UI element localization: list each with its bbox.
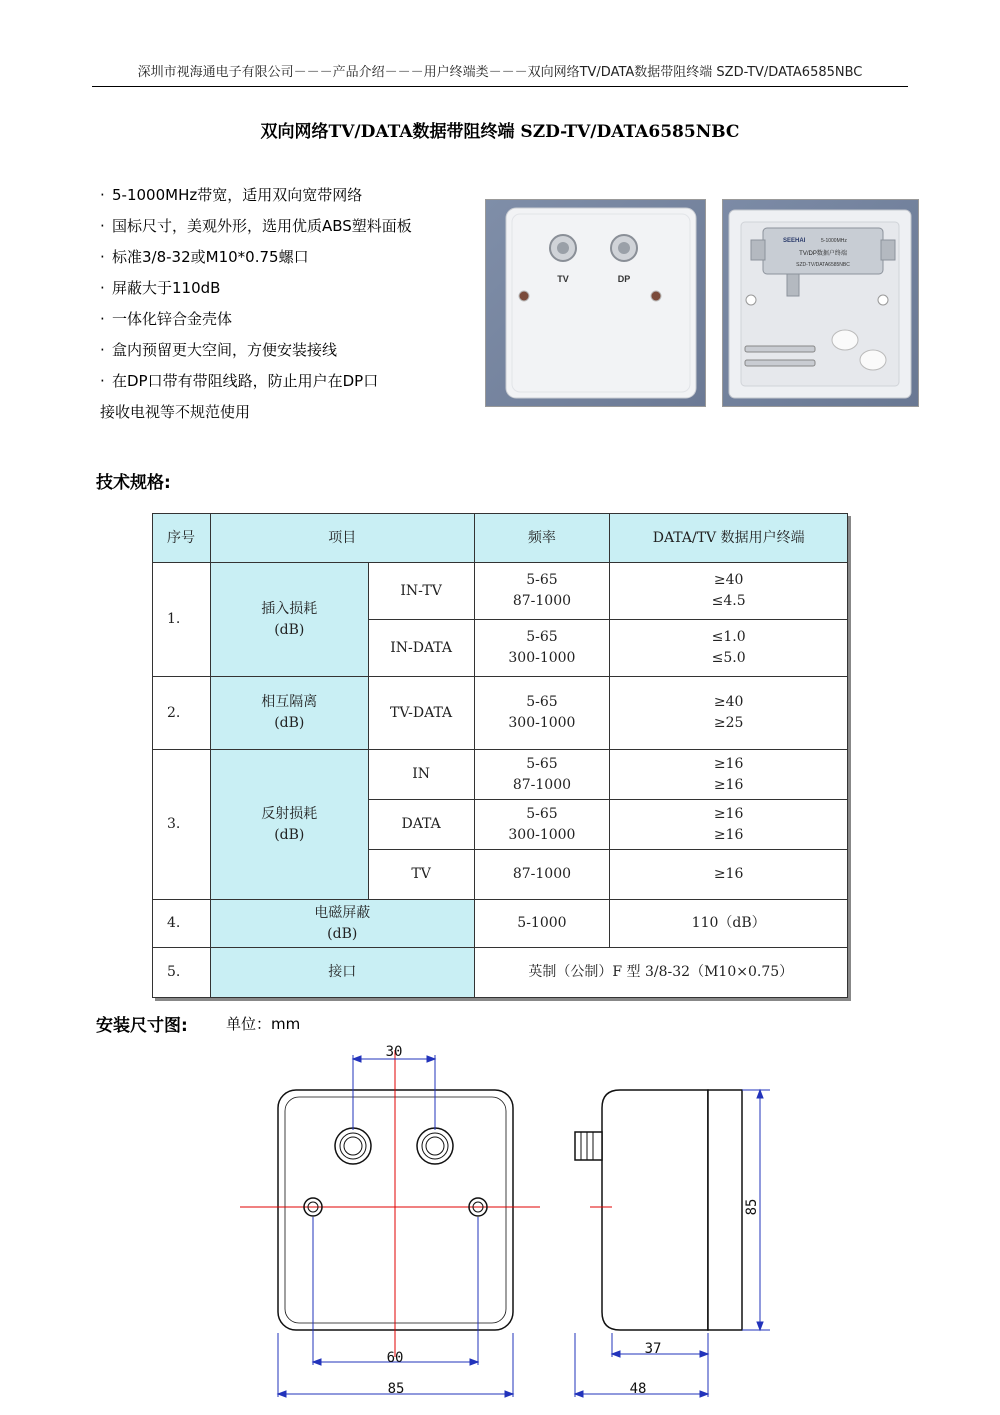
header-serial: 序号 [153, 514, 211, 563]
row-port: DATA [368, 800, 474, 850]
freq-line: 300-1000 [508, 650, 576, 666]
row-serial: 4. [153, 900, 211, 948]
bottom-connector-icon [787, 274, 799, 296]
device-type-label: TV/DP数据户终端 [799, 251, 847, 257]
item-unit: (dB) [274, 826, 305, 843]
feature-text: 在DP口带有带阻线路，防止用户在DP口 [112, 372, 379, 390]
table-row [153, 900, 848, 948]
screw-hole-icon [651, 291, 661, 301]
document-title: 双向网络TV/DATA数据带阻终端 SZD-TV/DATA6585NBC [260, 122, 740, 142]
freq-line: 87-1000 [512, 593, 572, 609]
feature-text: 国标尺寸，美观外形，选用优质ABS塑料面板 [112, 217, 412, 235]
item-name: 插入损耗 [261, 600, 318, 617]
freq-line: 5-65 [526, 805, 558, 822]
dim-body-depth-label: 37 [644, 1341, 662, 1357]
row-port: TV [368, 850, 474, 900]
header-divider [92, 86, 908, 87]
freq-line: 5-65 [526, 629, 558, 645]
table-row [153, 948, 848, 998]
faceplate [506, 208, 696, 398]
side-view-body [708, 1090, 742, 1330]
item-unit: (dB) [274, 621, 305, 638]
dp-connector-core [618, 242, 630, 254]
page-header: 深圳市视海通电子有限公司－－－产品介绍－－－用户终端类－－－双向网络TV/DATA数据带阻终端 SZD-TV/DATA6585NBC [137, 65, 863, 80]
dimension-section-title: 安装尺寸图: [96, 1016, 188, 1036]
row-frequency: 87-1000 [474, 850, 610, 900]
dim-height-label: 85 [744, 1198, 760, 1216]
bullet-mark: · [100, 279, 105, 297]
item-unit: (dB) [274, 715, 305, 731]
freq-line: 5-65 [526, 572, 558, 588]
feature-item [100, 366, 480, 397]
row-port: IN-TV [368, 563, 474, 620]
feature-text: 标准3/8-32或M10*0.75螺口 [112, 248, 309, 266]
row-value: 110（dB） [610, 900, 848, 948]
mount-hole-icon [746, 295, 756, 305]
header-value: DATA/TV 数据用户终端 [610, 514, 848, 563]
value-line: ≥16 [713, 826, 744, 843]
row-item [210, 677, 368, 750]
feature-text: 5-1000MHz带宽，适用双向宽带网络 [112, 186, 363, 204]
tv-port-label: TV [557, 274, 569, 284]
row-serial: 3. [153, 750, 211, 900]
feature-item [100, 335, 480, 366]
row-frequency [474, 677, 610, 750]
screw-icon [745, 360, 815, 366]
freq-line: 300-1000 [508, 826, 576, 843]
row-serial: 1. [153, 563, 211, 677]
dim-port-spacing-label: 30 [385, 1044, 403, 1060]
tv-connector-core [557, 242, 569, 254]
row-value: 英制（公制）F 型 3/8-32（M10×0.75） [474, 948, 847, 998]
row-value [610, 677, 848, 750]
row-value [610, 563, 848, 620]
feature-item [100, 180, 480, 211]
front-plate-illustration [486, 200, 705, 406]
row-serial: 2. [153, 677, 211, 750]
back-box-illustration [723, 200, 918, 406]
feature-item [100, 273, 480, 304]
header-item: 项目 [210, 514, 474, 563]
item-unit: (dB) [327, 925, 358, 942]
row-item [210, 900, 474, 948]
row-value [610, 620, 848, 677]
bullet-mark: · [100, 217, 105, 235]
value-line: ≥25 [713, 715, 744, 731]
feature-item [100, 242, 480, 273]
screw-icon [745, 346, 815, 352]
bullet-mark: · [100, 372, 105, 390]
value-line: ≥16 [713, 776, 744, 793]
header-frequency: 频率 [474, 514, 610, 563]
mount-hole-icon [878, 295, 888, 305]
row-serial: 5. [153, 948, 211, 998]
row-value: ≥16 [610, 850, 848, 900]
row-value [610, 750, 848, 800]
dimension-unit: 单位：mm [226, 1015, 301, 1033]
plug-cap-icon [832, 330, 858, 350]
item-name: 相互隔离 [261, 694, 318, 710]
item-name: 电磁屏蔽 [314, 904, 371, 921]
value-line: ≥40 [713, 572, 744, 588]
bullet-mark: · [100, 186, 105, 204]
dim-total-depth-label: 48 [629, 1381, 647, 1397]
row-port: TV-DATA [368, 677, 474, 750]
bullet-mark: · [100, 341, 105, 359]
table-row [153, 677, 848, 750]
row-frequency [474, 800, 610, 850]
row-value [610, 800, 848, 850]
feature-list [100, 180, 480, 428]
value-line: ≤4.5 [711, 593, 746, 609]
value-line: ≥40 [713, 694, 744, 710]
side-connector-icon [751, 240, 765, 260]
feature-continuation: 接收电视等不规范使用 [100, 403, 251, 421]
row-item [210, 563, 368, 677]
table-row [153, 563, 848, 620]
freq-line: 5-65 [526, 694, 558, 710]
product-photo-front [485, 199, 706, 407]
freq-line: 5-65 [526, 755, 558, 772]
plug-cap-icon [860, 350, 886, 370]
value-line: ≥16 [713, 805, 744, 822]
bullet-mark: · [100, 248, 105, 266]
spec-section-title: 技术规格: [96, 473, 171, 493]
side-connector-icon [881, 240, 895, 260]
screw-hole-icon [519, 291, 529, 301]
feature-item [100, 211, 480, 242]
row-frequency: 5-1000 [474, 900, 610, 948]
model-label: SZD-TV/DATA6585NBC [796, 262, 850, 268]
freq-line: 87-1000 [512, 776, 572, 793]
item-name: 反射损耗 [261, 805, 318, 822]
row-port: IN-DATA [368, 620, 474, 677]
feature-text: 盒内预留更大空间，方便安装接线 [112, 341, 338, 359]
band-label: 5-1000MHz [821, 238, 847, 244]
brand-label: SEEHAI [783, 238, 806, 244]
dimension-drawing [230, 1035, 790, 1405]
product-photo-back [722, 199, 919, 407]
value-line: ≥16 [713, 755, 744, 772]
feature-text: 一体化锌合金壳体 [112, 310, 233, 328]
bullet-mark: · [100, 310, 105, 328]
feature-item [100, 304, 480, 335]
table-header-row [153, 514, 848, 563]
side-view-outline [602, 1090, 708, 1330]
row-item [210, 750, 368, 900]
dp-port-label: DP [617, 274, 631, 284]
row-frequency [474, 750, 610, 800]
value-line: ≤5.0 [711, 650, 746, 666]
table-row [153, 750, 848, 800]
row-frequency [474, 563, 610, 620]
dim-hole-spacing-label: 60 [386, 1350, 404, 1366]
freq-line: 300-1000 [508, 715, 576, 731]
row-frequency [474, 620, 610, 677]
side-connector-icon [575, 1132, 602, 1160]
row-port: IN [368, 750, 474, 800]
dim-width-label: 85 [387, 1381, 405, 1397]
value-line: ≤1.0 [711, 629, 746, 645]
spec-table [152, 513, 848, 998]
feature-text: 屏蔽大于110dB [112, 279, 221, 297]
row-item: 接口 [210, 948, 474, 998]
